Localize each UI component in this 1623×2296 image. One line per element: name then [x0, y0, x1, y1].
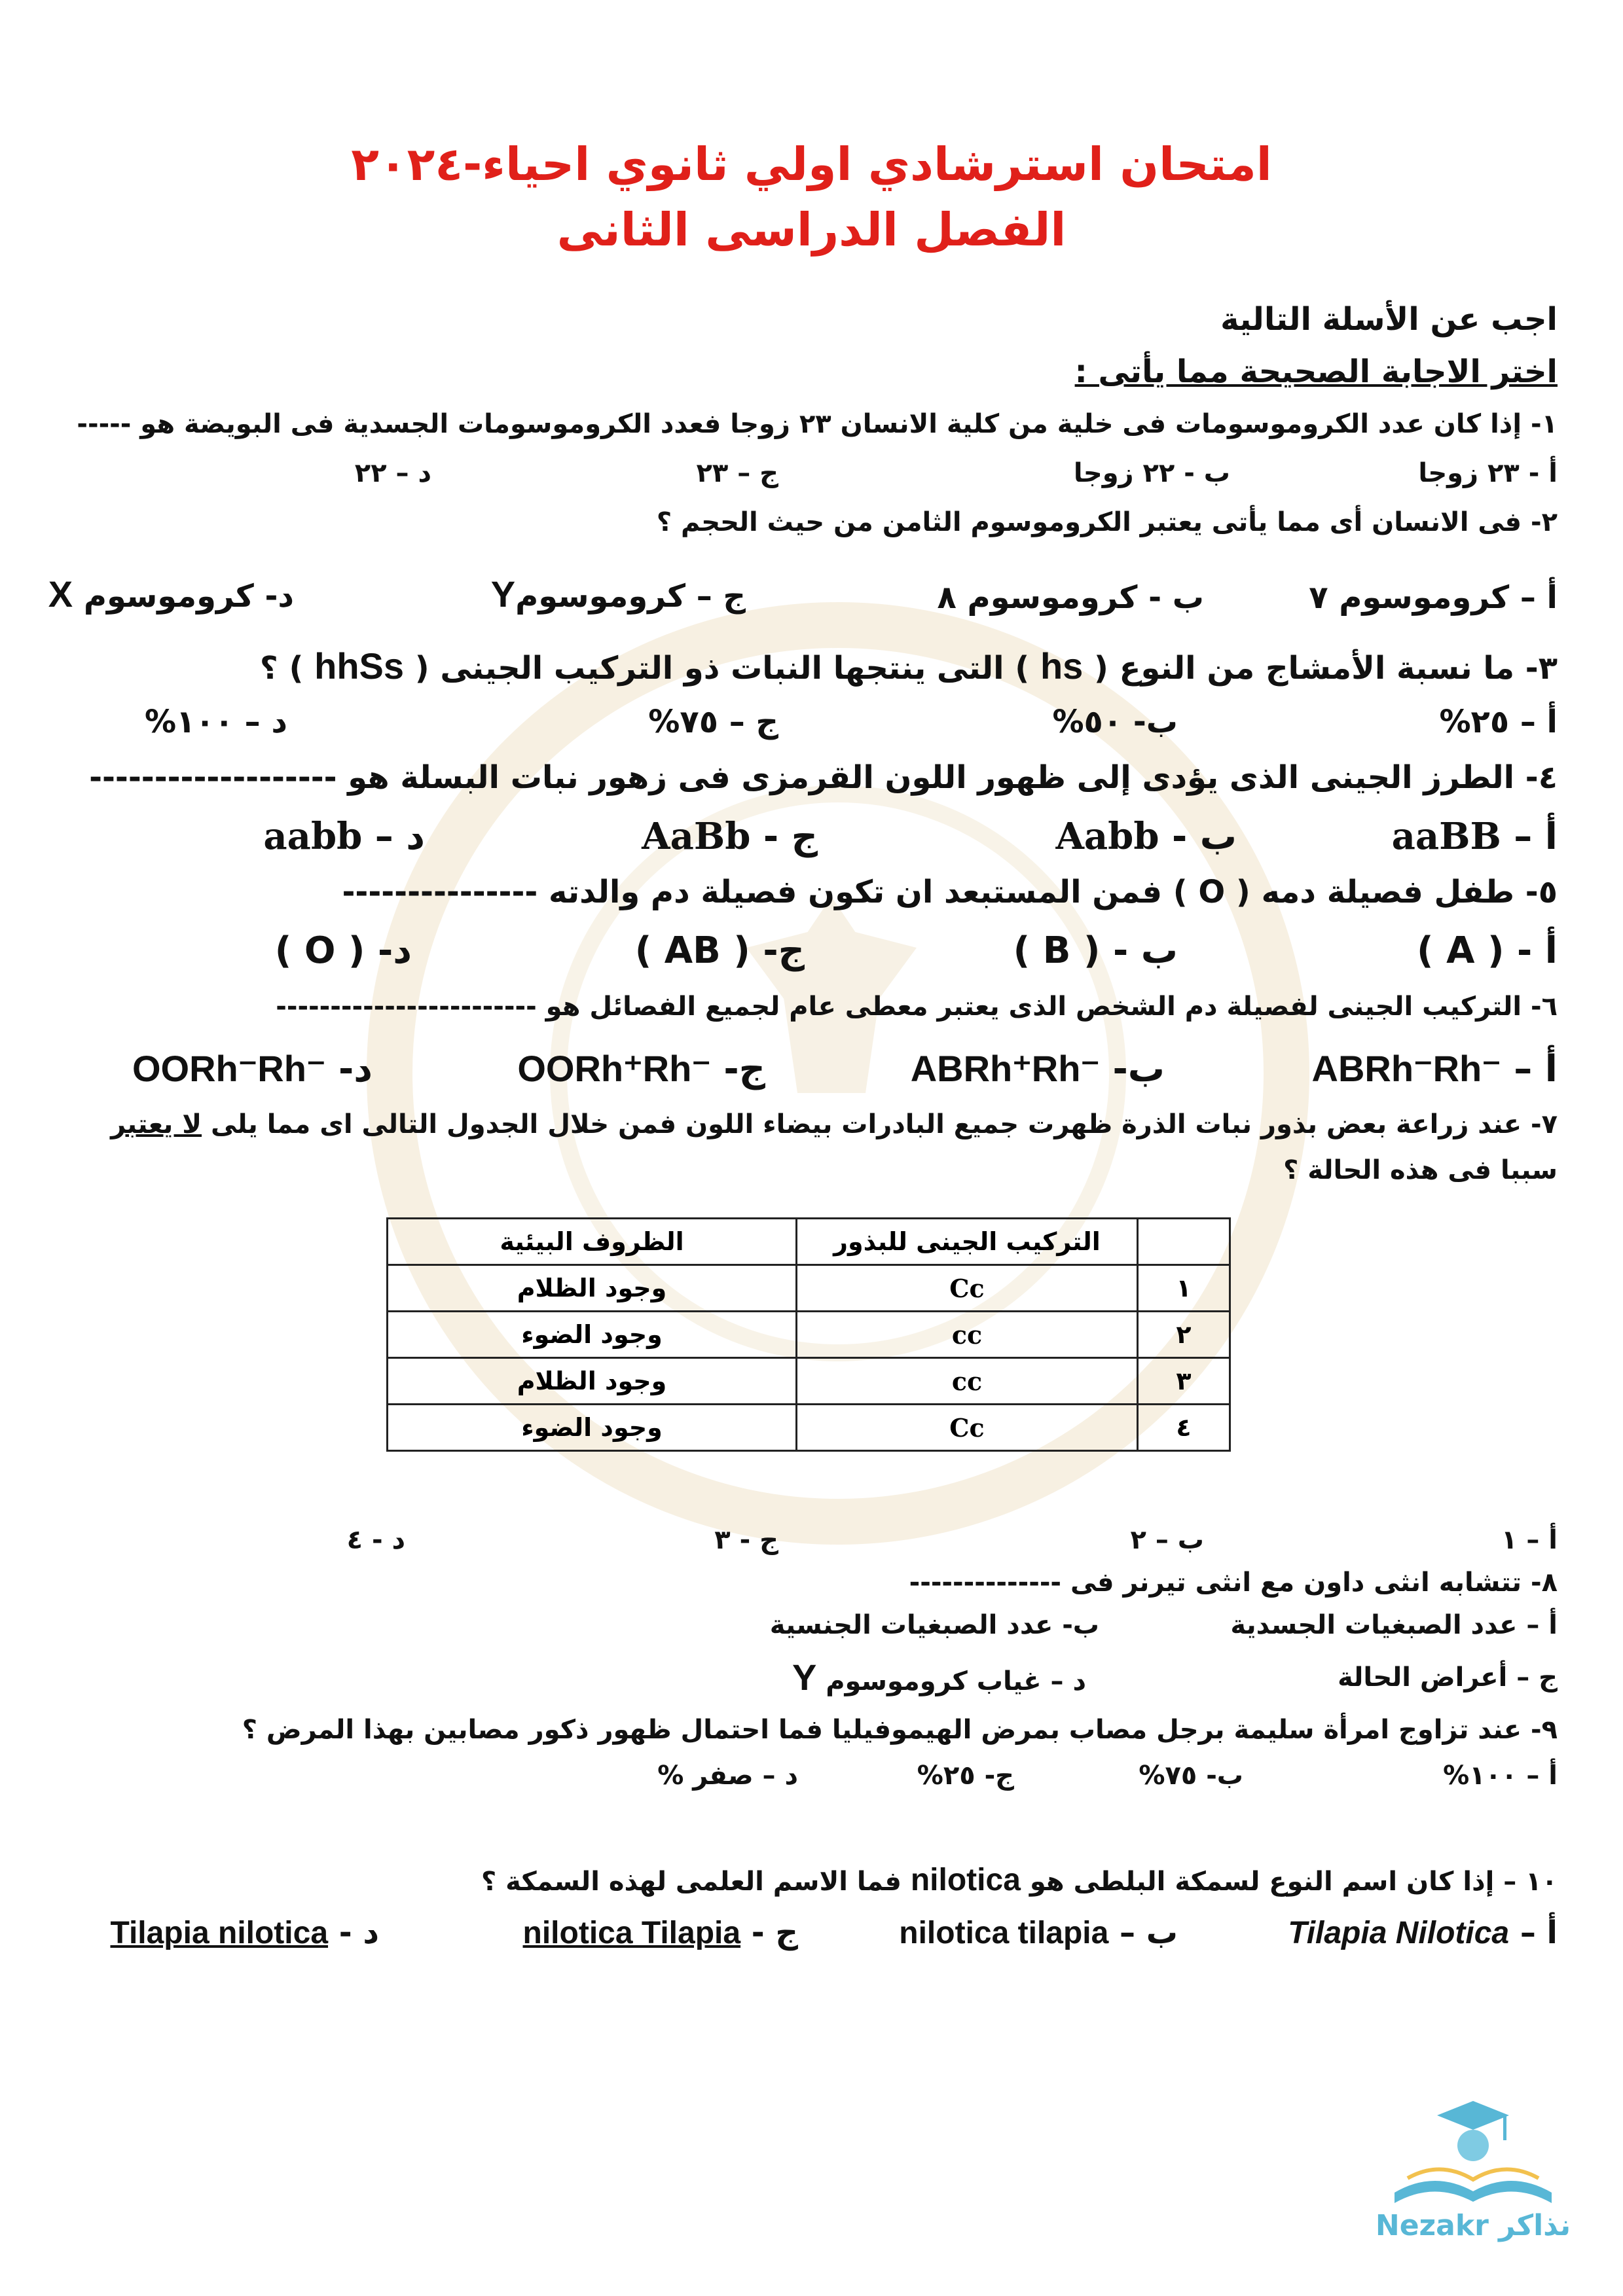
q10-text-start: ١٠ – إذا كان اسم النوع لسمكة البلطى هو	[1029, 1867, 1558, 1897]
table-header-conditions: الظروف البيئية	[388, 1219, 797, 1265]
q7-text-start: ٧- عند زراعة بعض بذور نبات الذرة ظهرت جميع البادرات بيضاء اللون فمن خلال الجدول التالى اى مما يلى	[210, 1109, 1558, 1139]
choose-instruction: اختر الاجابة الصحيحة مما يأتى :	[1074, 353, 1558, 390]
q2-option-d-label: د- كروموسوم	[83, 578, 294, 615]
q3-text-end: ) ؟	[259, 650, 304, 687]
q4-option-b-genotype: Aabb	[1055, 815, 1159, 858]
q8-option-d-label: د – غياب كروموسوم	[826, 1666, 1086, 1696]
q3-text-start: ٣- ما نسبة الأمشاج من النوع (	[1094, 650, 1558, 687]
q10-option-d-label: د -	[338, 1914, 379, 1951]
q4-option-a-genotype: aaBB	[1391, 815, 1501, 858]
logo-brand-text: Nezakr نذاكر	[1375, 2209, 1571, 2242]
q10-option-a-label: أ –	[1520, 1914, 1558, 1951]
q6-option-a[interactable]	[1312, 1047, 1558, 1090]
q10-option-a-name: Tilapia Nilotica	[1288, 1916, 1510, 1950]
q4-option-d-label: د –	[374, 816, 425, 858]
q7-option-a[interactable]: أ – ١	[1501, 1525, 1558, 1555]
table-cell-genotype: cc	[797, 1312, 1138, 1358]
q6-option-d-genotype: OORh⁻Rh⁻	[132, 1048, 326, 1089]
q8-option-d[interactable]	[792, 1656, 1086, 1698]
q3-text	[260, 645, 1558, 687]
q10-option-d[interactable]	[110, 1914, 379, 1951]
q1-option-d[interactable]: د – ٢٢	[354, 458, 431, 488]
q6-option-d-label: د-	[338, 1048, 373, 1090]
q2-option-d-chromosome: X	[48, 573, 73, 615]
table-cell-number: ٤	[1138, 1405, 1230, 1451]
table-header-number	[1138, 1219, 1230, 1265]
q10-text-end: فما الاسم العلمى لهذه السمكة ؟	[481, 1867, 902, 1897]
table-row	[388, 1265, 1230, 1312]
q10-option-a[interactable]	[1288, 1914, 1558, 1951]
table-row	[388, 1405, 1230, 1451]
q6-option-c[interactable]	[517, 1047, 765, 1090]
q7-option-b[interactable]: ب – ٢	[1130, 1525, 1204, 1555]
table-header-row	[388, 1219, 1230, 1265]
q10-option-c-label: ج -	[751, 1914, 798, 1951]
q10-species: nilotica	[910, 1863, 1021, 1897]
answer-instruction: اجب عن الأسلة التالية	[1220, 301, 1558, 338]
q7-text-line2: سببا فى هذه الحالة ؟	[1283, 1155, 1558, 1185]
q4-option-c-genotype: AaBb	[642, 815, 751, 858]
q2-option-c-label: ج – كروموسوم	[515, 578, 746, 615]
q6-option-c-genotype: OORh⁺Rh⁻	[517, 1048, 711, 1089]
q9-option-d[interactable]: د – صفر %	[657, 1761, 798, 1791]
q6-option-a-label: أ –	[1514, 1048, 1558, 1090]
q6-text: ٦- التركيب الجينى لفصيلة دم الشخص الذى يعتبر معطى عام لجميع الفصائل هو ------------------------	[276, 992, 1558, 1022]
q5-option-b[interactable]: ب - ( B )	[1013, 929, 1178, 972]
q7-option-c[interactable]: ج - ٣	[714, 1525, 778, 1555]
exam-title: امتحان استرشادي اولي ثانوي احياء-٢٠٢٤	[351, 137, 1272, 191]
q10-option-b[interactable]	[899, 1914, 1178, 1951]
q9-option-c[interactable]: ج- ٢٥%	[917, 1761, 1014, 1791]
q4-text: ٤- الطرز الجينى الذى يؤدى إلى ظهور اللون القرمزى فى زهور نبات البسلة هو -------------------	[89, 759, 1558, 796]
table-header-genotype: التركيب الجينى للبذور	[797, 1219, 1138, 1265]
q8-option-a[interactable]: أ – عدد الصبغيات الجسدية	[1230, 1610, 1558, 1640]
q10-option-b-name: nilotica tilapia	[899, 1916, 1109, 1950]
q4-option-d-genotype: aabb	[263, 815, 363, 858]
q3-text-middle: ) التى ينتجها النبات ذو التركيب الجينى (	[414, 650, 1030, 687]
q7-table	[386, 1217, 1231, 1452]
q2-option-c-chromosome: Y	[490, 573, 516, 615]
table-cell-conditions: وجود الظلام	[388, 1358, 797, 1405]
q1-text: ١- إذا كان عدد الكروموسومات فى خلية من كلية الانسان ٢٣ زوجا فعدد الكروموسومات الجسدية فى البويضة هو -----	[77, 409, 1558, 439]
q10-option-c[interactable]	[523, 1914, 798, 1951]
q10-option-b-label: ب –	[1120, 1914, 1178, 1951]
q7-negation: لا يعتبر	[111, 1109, 202, 1139]
q8-option-d-chromosome: Y	[792, 1657, 817, 1698]
q8-text: ٨- تتشابه انثى داون مع انثى تيرنر فى --------------	[909, 1568, 1558, 1598]
q6-option-d[interactable]	[132, 1047, 373, 1090]
q10-option-c-name: nilotica Tilapia	[522, 1916, 741, 1950]
q4-option-c[interactable]	[642, 815, 818, 858]
table-cell-conditions: وجود الضوء	[388, 1312, 797, 1358]
q6-option-b-genotype: ABRh⁺Rh⁻	[910, 1048, 1100, 1089]
q5-text: ٥- طفل فصيلة دمه ( O ) فمن المستبعد ان تكون فصيلة دم والدته ---------------	[342, 874, 1558, 910]
table-row	[388, 1312, 1230, 1358]
table-cell-number: ١	[1138, 1265, 1230, 1312]
q7-text	[111, 1109, 1558, 1139]
graduate-book-icon	[1368, 2094, 1578, 2212]
q6-option-b-label: ب-	[1112, 1048, 1165, 1090]
q9-option-b[interactable]: ب- ٧٥%	[1139, 1761, 1243, 1791]
q9-option-a[interactable]: أ – ١٠٠%	[1443, 1761, 1558, 1791]
q1-option-b[interactable]: ب - ٢٢ زوجا	[1073, 458, 1230, 488]
exam-subtitle: الفصل الدراسى الثانى	[556, 203, 1067, 257]
table-cell-number: ٢	[1138, 1312, 1230, 1358]
q2-option-b[interactable]: ب - كروموسوم ٨	[937, 579, 1204, 616]
q3-option-a[interactable]: أ – ٢٥%	[1439, 704, 1558, 740]
q9-text: ٩- عند تزاوج امرأة سليمة برجل مصاب بمرض الهيموفيليا فما احتمال ظهور ذكور مصابين بهذا المرض ؟	[242, 1715, 1558, 1745]
q5-option-a[interactable]: أ - ( A )	[1417, 929, 1558, 972]
q4-option-d[interactable]	[263, 815, 425, 858]
table-cell-conditions: وجود الظلام	[388, 1265, 797, 1312]
table-cell-genotype: Cc	[797, 1405, 1138, 1451]
q2-text: ٢- فى الانسان أى مما يأتى يعتبر الكروموسوم الثامن من حيث الحجم ؟	[656, 507, 1558, 537]
nezakr-logo	[1368, 2094, 1578, 2258]
q1-option-a[interactable]: أ - ٢٣ زوجا	[1418, 458, 1558, 488]
q10-text	[481, 1862, 1558, 1898]
q6-option-b[interactable]	[911, 1047, 1165, 1090]
q5-option-d[interactable]: د- ( O )	[274, 929, 412, 972]
q8-option-b[interactable]: ب- عدد الصبغيات الجنسية	[769, 1610, 1099, 1640]
q3-option-d[interactable]: د – ١٠٠%	[144, 704, 287, 740]
q5-option-c[interactable]: ج- ( AB )	[634, 929, 805, 972]
q4-option-b[interactable]	[1055, 815, 1237, 858]
q6-option-c-label: ج-	[723, 1048, 765, 1090]
q6-option-a-genotype: ABRh⁻Rh⁻	[1311, 1048, 1501, 1089]
table-cell-conditions: وجود الضوء	[388, 1405, 797, 1451]
q4-option-c-label: ج -	[763, 816, 818, 858]
q3-genotype: hhSs	[314, 645, 405, 687]
q2-option-a[interactable]: أ – كروموسوم ٧	[1309, 579, 1558, 616]
q3-option-c[interactable]: ج – ٧٥%	[648, 704, 778, 740]
q1-option-c[interactable]: ج – ٢٣	[696, 458, 778, 488]
table-row	[388, 1358, 1230, 1405]
q2-option-d[interactable]	[48, 573, 294, 615]
q2-option-c[interactable]	[491, 573, 746, 615]
table-cell-genotype: cc	[797, 1358, 1138, 1405]
q4-option-b-label: ب -	[1171, 816, 1237, 858]
q8-option-c[interactable]: ج – أعراض الحالة	[1338, 1662, 1558, 1693]
q3-gamete: hs	[1040, 645, 1084, 687]
q4-option-a-label: أ –	[1514, 816, 1558, 858]
q4-option-a[interactable]	[1392, 815, 1558, 858]
table-cell-number: ٣	[1138, 1358, 1230, 1405]
q7-option-d[interactable]: د - ٤	[346, 1525, 405, 1555]
q10-option-d-name: Tilapia nilotica	[110, 1916, 329, 1950]
table-cell-genotype: Cc	[797, 1265, 1138, 1312]
q3-option-b[interactable]: ب- ٥٠%	[1052, 704, 1178, 740]
